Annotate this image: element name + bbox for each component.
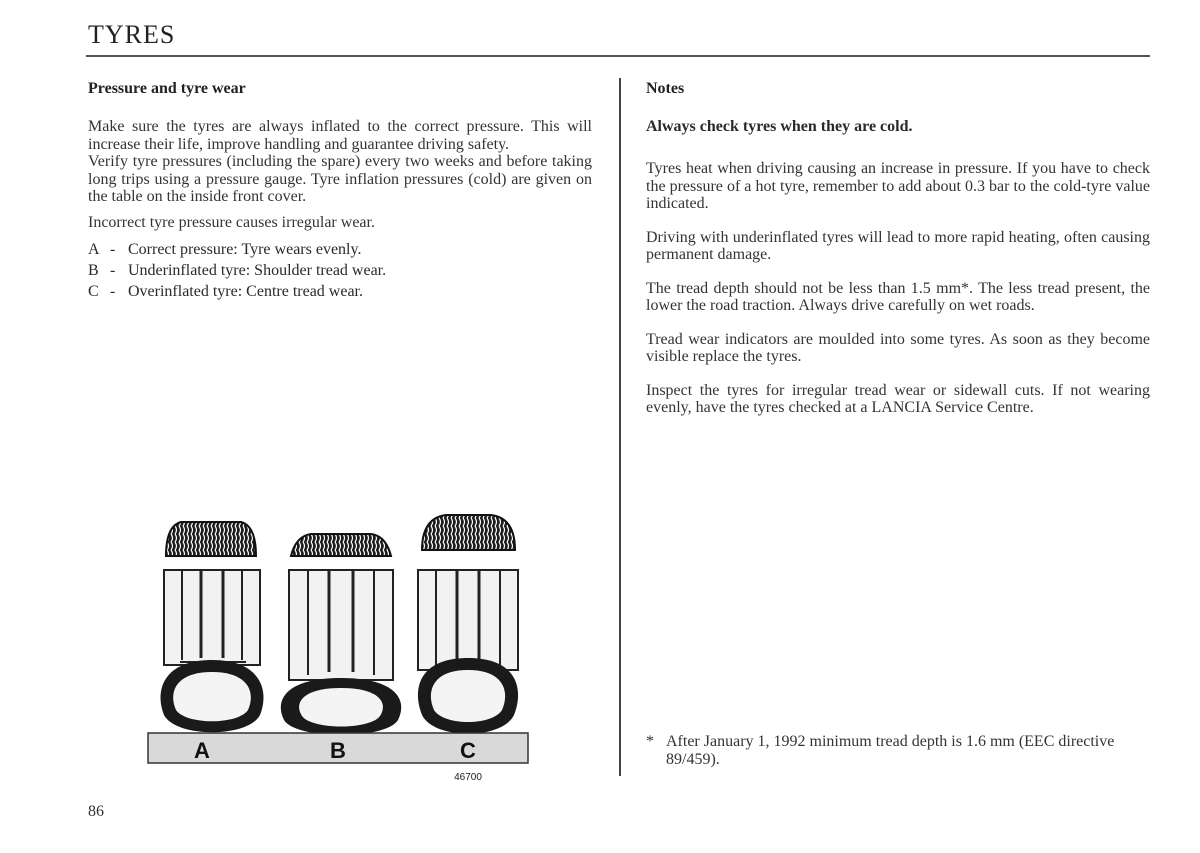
paragraph: Tyres heat when driving causing an increase in pressure. If you have to check the pressure of a hot tyre, remember to add about 0.3 bar to the cold-tyre value indicated. — [646, 160, 1150, 212]
footnote-text: After January 1, 1992 minimum tread depth is 1.6 mm (EEC directive 89/459). — [666, 733, 1115, 768]
right-column — [646, 80, 1150, 433]
section-heading-notes: Notes — [646, 80, 685, 97]
list-letter: C — [88, 283, 99, 300]
list-text: Underinflated tyre: Shoulder tread wear. — [128, 262, 387, 279]
wear-list — [88, 239, 592, 302]
page-number: 86 — [88, 803, 104, 820]
tyre-c-illustration — [418, 515, 518, 734]
paragraph: Incorrect tyre pressure causes irregular wear. — [88, 213, 375, 231]
footnote — [646, 733, 1150, 769]
tyre-wear-diagram — [146, 510, 536, 795]
tyre-a-illustration — [160, 522, 263, 732]
list-item: B - Underinflated tyre: Shoulder tread wear. — [88, 262, 387, 279]
list-item: A - Correct pressure: Tyre wears evenly. — [88, 241, 362, 258]
paragraph: Tread wear indicators are moulded into some tyres. As soon as they become visible replace the tyres. — [646, 330, 1150, 365]
list-letter: A — [88, 241, 100, 258]
page-title: TYRES — [88, 20, 176, 49]
list-text: Correct pressure: Tyre wears evenly. — [128, 241, 362, 258]
title-rule — [86, 55, 1150, 57]
paragraph: Inspect the tyres for irregular tread wear or sidewall cuts. If not wearing evenly, have the tyres checked at a LANCIA Service Centre. — [646, 381, 1150, 416]
tyre-b-illustration — [281, 534, 401, 735]
section-heading-pressure: Pressure and tyre wear — [88, 80, 246, 97]
paragraph: Make sure the tyres are always inflated to the correct pressure. This will increase their life, improve handling and guarantee driving safety. — [88, 118, 592, 153]
list-letter: B — [88, 262, 99, 279]
list-item: C - Overinflated tyre: Centre tread wear. — [88, 283, 363, 300]
column-divider — [619, 78, 621, 776]
paragraph: Driving with underinflated tyres will lead to more rapid heating, often causing permanent damage. — [646, 228, 1150, 263]
left-column — [88, 80, 592, 302]
diagram-label-c: C — [460, 738, 476, 763]
footnote-marker: * — [646, 733, 654, 750]
cold-check-note: Always check tyres when they are cold. — [646, 118, 913, 135]
paragraph: Verify tyre pressures (including the spare) every two weeks and before taking long trips using a pressure gauge. Tyre inflation pressures (cold) are given on the table on the inside front cover. — [88, 153, 592, 205]
figure-code: 46700 — [454, 772, 482, 783]
list-text: Overinflated tyre: Centre tread wear. — [128, 283, 363, 300]
diagram-label-a: A — [194, 738, 210, 763]
diagram-label-b: B — [330, 738, 346, 763]
paragraph: The tread depth should not be less than 1.5 mm*. The less tread present, the lower the road traction. Always drive carefully on wet roads. — [646, 279, 1150, 314]
